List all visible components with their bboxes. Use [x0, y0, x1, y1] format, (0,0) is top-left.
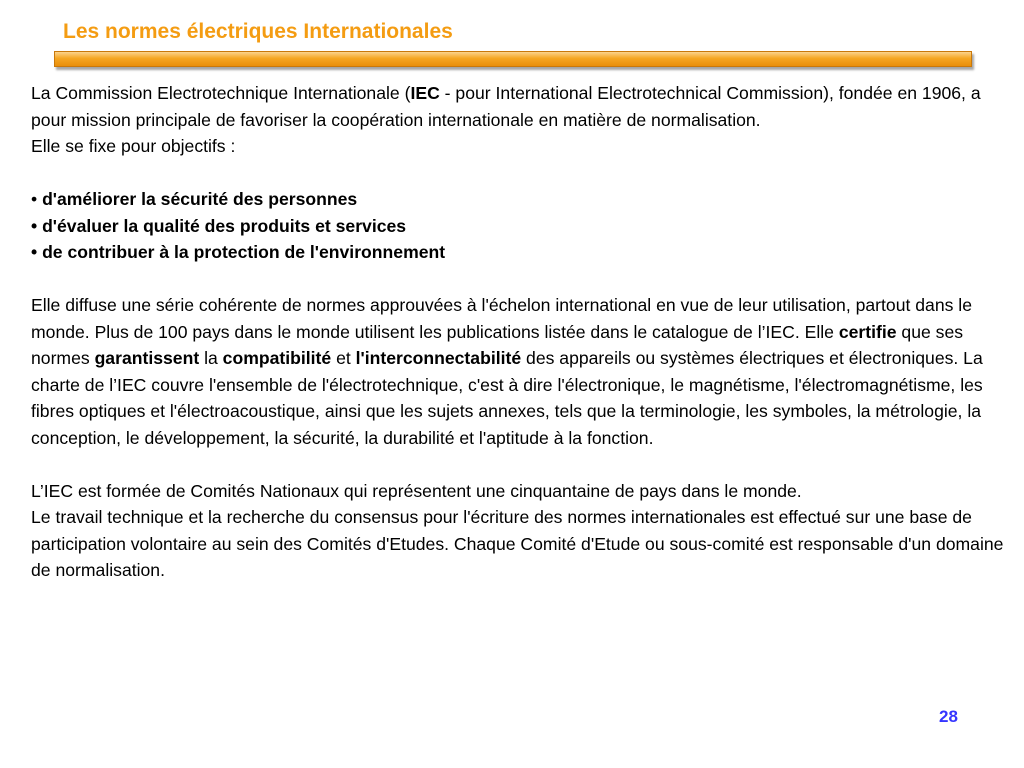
objective-text: d'évaluer la qualité des produits et services: [42, 215, 407, 236]
scope-paragraph: [31, 292, 1015, 451]
scope-text: Elle diffuse une série cohérente de normes approuvées à l'échelon international en vue de leur utilisation, partout dans le monde. Plus de 100 pays dans le monde utilisent les publications listée dans le catalogue de l’IEC. Elle: [31, 295, 972, 342]
scope-keyword: certifie: [838, 321, 897, 342]
bullet-glyph: •: [31, 189, 38, 209]
technical-work-paragraph: Le travail technique et la recherche du consensus pour l'écriture des normes internationales est effectué sur une base de participation volontaire au sein des Comités d'Etudes. Chaque Comité d'Etude ou sous-comité est responsable d'un domaine de normalisation.: [31, 507, 1004, 580]
slide-title: Les normes électriques Internationales: [63, 20, 453, 43]
slide-body: [31, 80, 1015, 584]
committees-paragraph: L’IEC est formée de Comités Nationaux qui représentent une cinquantaine de pays dans le monde.: [31, 480, 802, 501]
scope-text: que ses normes: [31, 321, 964, 368]
intro-paragraph: [31, 80, 1015, 133]
objective-item: [31, 213, 1015, 240]
scope-text: des appareils ou systèmes électriques et électroniques. La charte de l’IEC couvre l'ensemble de l'électrotechnique, c'est à dire l'électronique, le magnétisme, l'électromagnétisme, les fibres optiques et l'électroacoustique, ainsi que les sujets annexes, tels que la terminologie, les symboles, la métrologie, la conception, le développement, la sécurité, la durabilité et l'aptitude à la fonction.: [31, 348, 983, 448]
page-number: 28: [939, 707, 958, 726]
iec-acronym: IEC: [410, 83, 440, 103]
spacer: [31, 160, 1015, 187]
intro-text-rest: - pour International Electrotechnical Commission), fondée en 1906, a pour mission principale de favoriser la coopération internationale en matière de normalisation.: [31, 83, 981, 130]
scope-text: et: [331, 348, 356, 368]
scope-keyword: l'interconnectabilité: [355, 348, 522, 368]
spacer: [31, 451, 1015, 478]
objectives-intro: Elle se fixe pour objectifs :: [31, 136, 236, 156]
objective-text: d'améliorer la sécurité des personnes: [42, 189, 358, 209]
bullet-glyph: •: [31, 242, 38, 262]
spacer: [31, 266, 1015, 293]
objective-item: [31, 239, 1015, 266]
bullet-glyph: •: [31, 215, 38, 236]
scope-keyword: garantissent: [94, 348, 200, 368]
objective-item: [31, 186, 1015, 213]
scope-keyword: compatibilité: [222, 348, 332, 368]
intro-text-start: La Commission Electrotechnique Internationale (: [31, 83, 411, 103]
objective-text: de contribuer à la protection de l'environnement: [42, 242, 446, 262]
scope-text: la: [199, 348, 223, 368]
title-underline-bar: [54, 51, 972, 67]
